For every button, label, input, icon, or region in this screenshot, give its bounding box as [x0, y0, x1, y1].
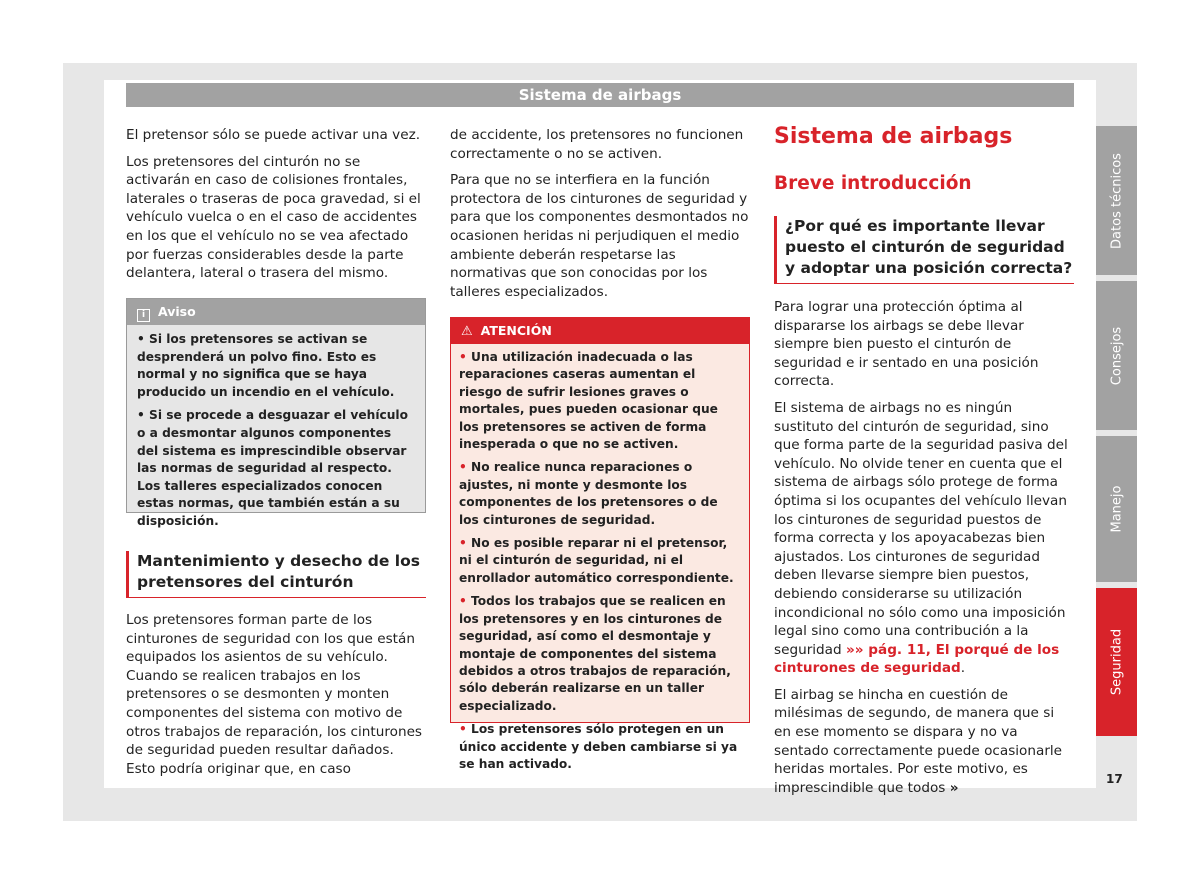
paragraph: de accidente, los pretensores no funcionen correctamente o no se activen. — [450, 127, 744, 162]
warning-title: ATENCIÓN — [480, 323, 552, 338]
list-item: • Los pretensores sólo protegen en un único accidente y deben cambiarse si ya se han activado. — [459, 722, 738, 771]
paragraph: Los pretensores forman parte de los cinturones de seguridad con los que están equipados los asientos de su vehículo. Cuando se realicen trabajos en los pretensores o se desmonten y monten componentes del sistema con motivo de otros trabajos de reparación, los cinturones de seguridad pueden resultar dañados. Esto podría originar que, en caso — [126, 612, 423, 777]
paragraph: El sistema de airbags no es ningún sustituto del cinturón de seguridad, sino que forma parte de la seguridad pasiva del vehículo. No olvide tener en cuenta que el sistema de airbags sólo protege de forma óptima si los ocupantes del vehículo llevan los cinturones de seguridad puestos de forma correcta y los apoyacabezas bien ajustados. Los cinturones de seguridad deben llevarse siempre bien puestos, debiendo considerarse su utilización incondicional no sólo como una imposición legal sino como una contribución a la seguridad »» pág. 11, El porqué de los cinturones de seguridad. — [774, 399, 1068, 677]
column-middle — [450, 126, 750, 309]
continue-arrow-icon: » — [949, 779, 959, 796]
chapter-title: Sistema de airbags — [774, 124, 1013, 149]
list-item: • Si se procede a desguazar el vehículo o a desmontar algunos componentes del sistema es imprescindible observar las normas de seguridad al respecto. Los talleres especializados conocen estas normas, que también están a su disposición. — [137, 408, 408, 528]
paragraph: Para que no se interfiera en la función protectora de los cinturones de seguridad y para que los componentes desmontados no ocasionen heridas ni perjudiquen el medio ambiente deberán respetarse las normativas que son conocidas por los talleres especializados. — [450, 172, 749, 300]
list-item: • Si los pretensores se activan se desprenderá un polvo fino. Esto es normal y no significa que se haya producido un incendio en el vehículo. — [137, 332, 395, 399]
note-body — [127, 325, 425, 531]
list-item: • No es posible reparar ni el pretensor, ni el cinturón de seguridad, ni el enrollador automático correspondiente. — [459, 536, 734, 585]
subsection-heading: Mantenimiento y desecho de los pretensores del cinturón — [126, 551, 426, 598]
list-item: • No realice nunca reparaciones o ajustes, ni monte y desmonte los componentes de los pretensores o de los cinturones de seguridad. — [459, 460, 718, 527]
tab-seguridad[interactable]: Seguridad — [1096, 588, 1137, 736]
warning-box — [450, 317, 750, 771]
paragraph: El airbag se hincha en cuestión de milésimas de segundo, de manera que si en ese momento se dispara y no va sentado correctamente puede ocasionarle heridas mortales. Por este motivo, es imprescindible que todos » — [774, 686, 1063, 796]
cross-reference-link[interactable]: »» pág. 11, El porqué de los cinturones de seguridad — [774, 641, 1060, 677]
column-right — [774, 298, 1074, 805]
note-box — [126, 298, 426, 528]
note-header — [127, 299, 425, 325]
column-left — [126, 126, 426, 291]
warning-header — [451, 318, 749, 344]
tab-manejo[interactable]: Manejo — [1096, 436, 1137, 582]
paragraph: El pretensor sólo se puede activar una vez. — [126, 127, 421, 143]
tab-datos-tecnicos[interactable]: Datos técnicos — [1096, 126, 1137, 275]
note-title: Aviso — [158, 304, 196, 319]
section-title: Breve introducción — [774, 173, 972, 194]
paragraph: Los pretensores del cinturón no se activarán en caso de colisiones frontales, laterales o traseras de poca gravedad, si el vehículo vuelca o en el caso de accidentes en los que el vehículo no se vea afectado por fuerzas considerables desde la parte delantera, lateral o trasera del mismo. — [126, 153, 421, 282]
tab-consejos[interactable]: Consejos — [1096, 281, 1137, 430]
paragraph: Para lograr una protección óptima al dispararse los airbags se debe llevar siempre bien puesto el cinturón de seguridad e ir sentado en una posición correcta. — [774, 299, 1039, 390]
subsection-heading: ¿Por qué es importante llevar puesto el cinturón de seguridad y adoptar una posición correcta? — [774, 216, 1074, 284]
section-header: Sistema de airbags — [126, 83, 1074, 107]
info-icon: i — [137, 309, 150, 322]
page-number: 17 — [1106, 772, 1123, 786]
warning-triangle-icon: ⚠ — [461, 324, 473, 339]
list-item: • Una utilización inadecuada o las reparaciones caseras aumentan el riesgo de sufrir lesiones graves o mortales, pues pueden ocasionar que los pretensores se activen de forma inesperada o que no se activen. — [459, 350, 718, 452]
warning-body — [451, 344, 749, 773]
column-left-lower — [126, 611, 426, 786]
list-item: • Todos los trabajos que se realicen en los pretensores y en los cinturones de seguridad, así como el desmontaje y montaje de componentes del sistema debidos a otros trabajos de reparación, sólo deberán realizarse en un taller especializado. — [459, 594, 731, 713]
